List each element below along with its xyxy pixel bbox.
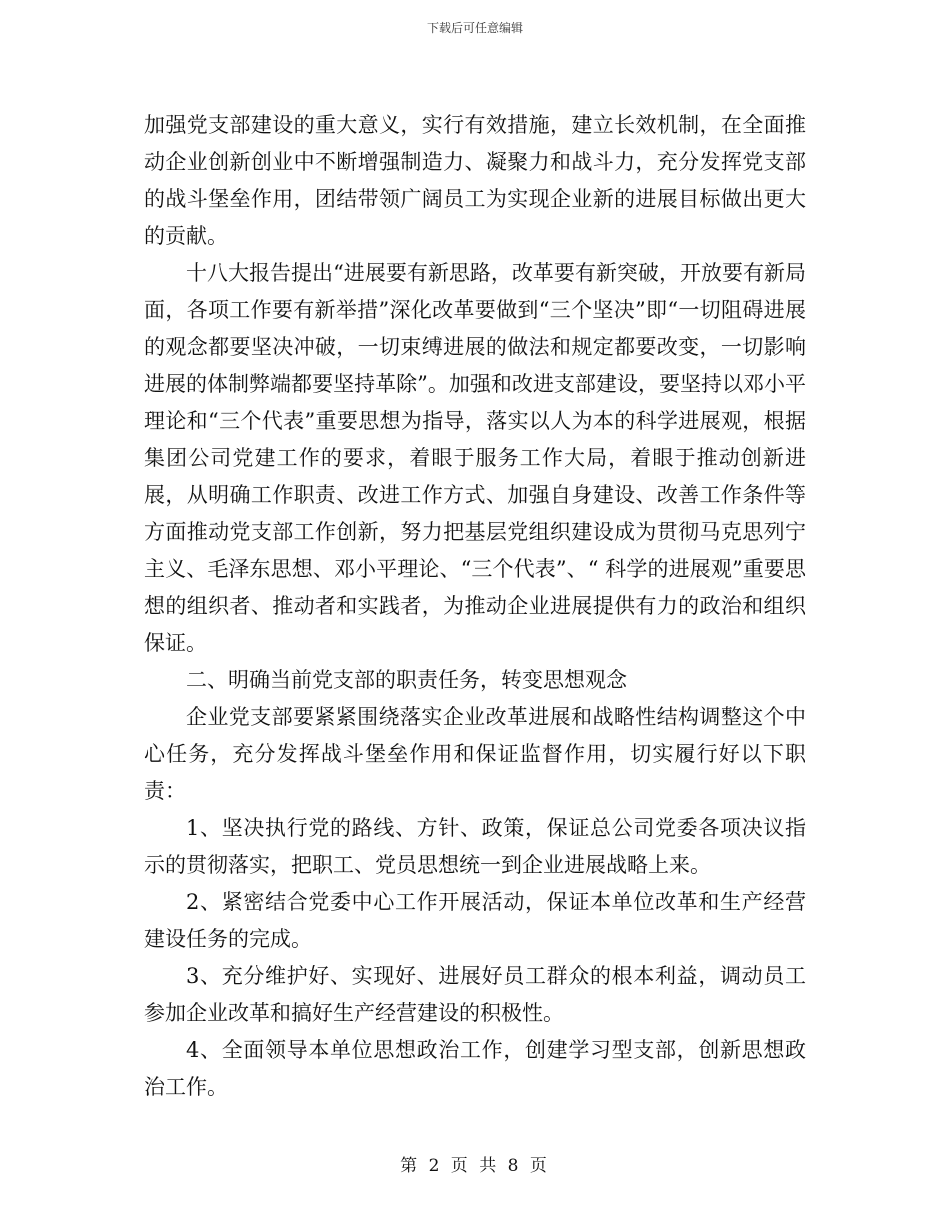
list-item-3: 3、充分维护好、实现好、进展好员工群众的根本利益，调动员工参加企业改革和搞好生产经营建设的积极性。: [144, 964, 806, 1025]
paragraph-2: 十八大报告提出“进展要有新思路，改革要有新突破，开放要有新局面，各项工作要有新举措”深化改革要做到“三个坚决”即“一切阻碍进展的观念都要坚决冲破，一切束缚进展的做法和规定都要改变，一切影响进展的体制弊端都要坚持革除”。加强和改进支部建设，要坚持以邓小平理论和“三个代表”重要思想为指导，落实以人为本的科学进展观，根据集团公司党建工作的要求，着眼于服务工作大局，着眼于推动创新进展，从明确工作职责、改进工作方式、加强自身建设、改善工作条件等方面推动党支部工作创新，努力把基层党组织建设成为贯彻马克思列宁主义、毛泽东思想、邓小平理论、“三个代表”、“ 科学的进展观”重要思想的组织者、推动者和实践者，为推动企业进展提供有力的政治和组织保证。: [144, 261, 806, 655]
list-item-2: 2、紧密结合党委中心工作开展活动，保证本单位改革和生产经营建设任务的完成。: [144, 890, 806, 951]
paragraph-1: 加强党支部建设的重大意义，实行有效措施，建立长效机制，在全面推动企业创新创业中不断增强制造力、凝聚力和战斗力，充分发挥党支部的战斗堡垒作用，团结带领广阔员工为实现企业新的进展目标做出更大的贡献。: [144, 113, 806, 248]
document-body: [144, 107, 806, 1106]
paragraph-3: 企业党支部要紧紧围绕落实企业改革进展和战略性结构调整这个中心任务，充分发挥战斗堡垒作用和保证监督作用，切实履行好以下职责：: [144, 705, 806, 803]
page-header-note: 下载后可任意编辑: [426, 21, 523, 35]
section-heading-2: 二、明确当前党支部的职责任务，转变思想观念: [186, 668, 627, 692]
list-item-1: 1、坚决执行党的路线、方针、政策，保证总公司党委各项决议指示的贯彻落实，把职工、党员思想统一到企业进展战略上来。: [144, 816, 806, 877]
page-number: 第 2 页 共 8 页: [400, 1156, 550, 1176]
list-item-4: 4、全面领导本单位思想政治工作，创建学习型支部，创新思想政治工作。: [144, 1038, 806, 1099]
